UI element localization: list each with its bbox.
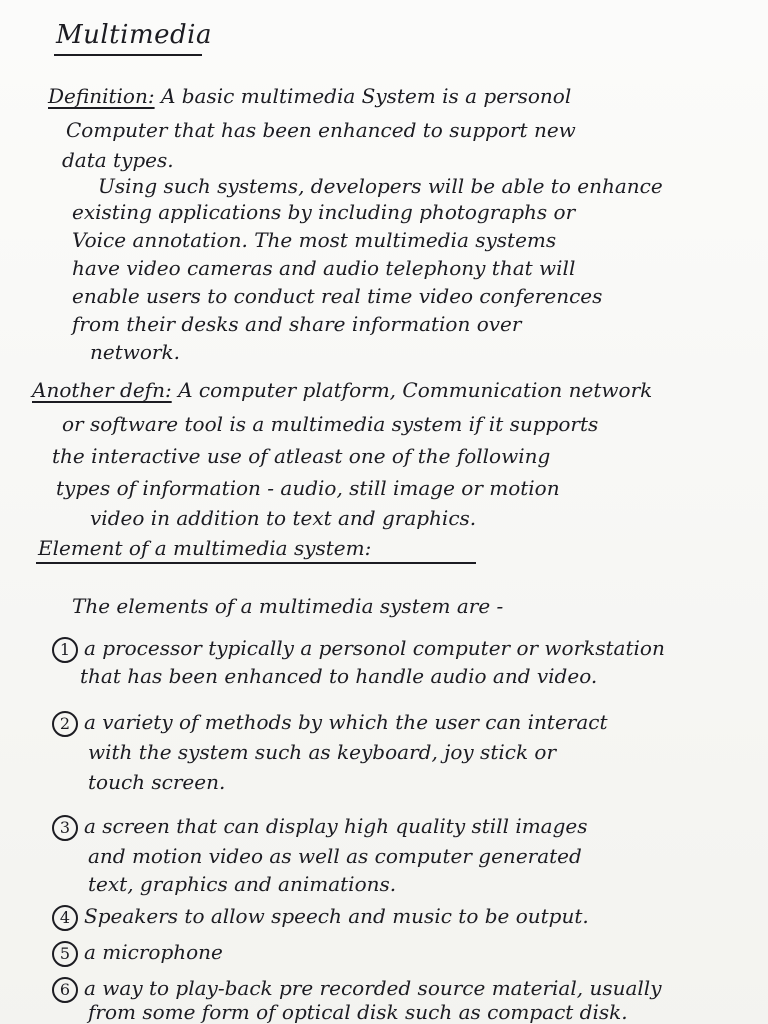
element-item-3-line-1	[52, 814, 588, 841]
item-1-text-1: a processor typically a personol computer or workstation	[84, 636, 665, 660]
page-title: Multimedia	[56, 20, 212, 50]
element-item-6-line-2: from some form of optical disk such as compact disk.	[88, 1000, 628, 1024]
definition-line-3: data types.	[62, 148, 174, 172]
item-number-4: 4	[52, 905, 78, 931]
definition-line-2: Computer that has been enhanced to support new	[66, 118, 576, 142]
element-item-1-line-1	[52, 636, 665, 663]
definition-line-1	[48, 84, 571, 108]
element-item-2-line-3: touch screen.	[88, 770, 226, 794]
item-number-6: 6	[52, 977, 78, 1003]
another-defn-text: A computer platform, Communication network	[178, 378, 653, 402]
another-defn-line-4: types of information - audio, still image or motion	[56, 476, 560, 500]
item-4-text-1: Speakers to allow speech and music to be output.	[84, 904, 589, 928]
definition-line-7: have video cameras and audio telephony that will	[72, 256, 576, 280]
element-item-6-line-1	[52, 976, 662, 1003]
item-number-1: 1	[52, 637, 78, 663]
another-defn-label: Another defn:	[32, 378, 172, 402]
definition-text: A basic multimedia System is a personol	[160, 84, 572, 108]
element-item-2-line-2: with the system such as keyboard, joy stick or	[88, 740, 557, 764]
item-number-3: 3	[52, 815, 78, 841]
item-3-text-1: a screen that can display high quality still images	[84, 814, 588, 838]
another-defn-line-5: video in addition to text and graphics.	[90, 506, 477, 530]
item-6-text-1: a way to play-back pre recorded source material, usually	[84, 976, 662, 1000]
element-item-5-line-1	[52, 940, 223, 967]
another-defn-line-3: the interactive use of atleast one of the following	[52, 444, 551, 468]
definition-line-6: Voice annotation. The most multimedia systems	[72, 228, 557, 252]
elements-heading: Element of a multimedia system:	[38, 536, 372, 560]
definition-line-8: enable users to conduct real time video conferences	[72, 284, 603, 308]
elements-heading-underline	[36, 562, 476, 564]
element-item-4-line-1	[52, 904, 589, 931]
item-number-2: 2	[52, 711, 78, 737]
another-defn-line-1	[32, 378, 652, 402]
definition-label: Definition:	[48, 84, 155, 108]
definition-line-10: network.	[90, 340, 180, 364]
item-number-5: 5	[52, 941, 78, 967]
definition-line-5: existing applications by including photographs or	[72, 200, 576, 224]
element-item-3-line-3: text, graphics and animations.	[88, 872, 397, 896]
element-item-1-line-2: that has been enhanced to handle audio and video.	[80, 664, 598, 688]
definition-line-4: Using such systems, developers will be able to enhance	[98, 174, 663, 198]
definition-line-9: from their desks and share information over	[72, 312, 522, 336]
item-2-text-1: a variety of methods by which the user can interact	[84, 710, 608, 734]
elements-intro: The elements of a multimedia system are -	[72, 594, 504, 618]
item-5-text-1: a microphone	[84, 940, 223, 964]
element-item-2-line-1	[52, 710, 608, 737]
title-underline	[54, 54, 202, 56]
another-defn-line-2: or software tool is a multimedia system if it supports	[62, 412, 599, 436]
element-item-3-line-2: and motion video as well as computer generated	[88, 844, 582, 868]
